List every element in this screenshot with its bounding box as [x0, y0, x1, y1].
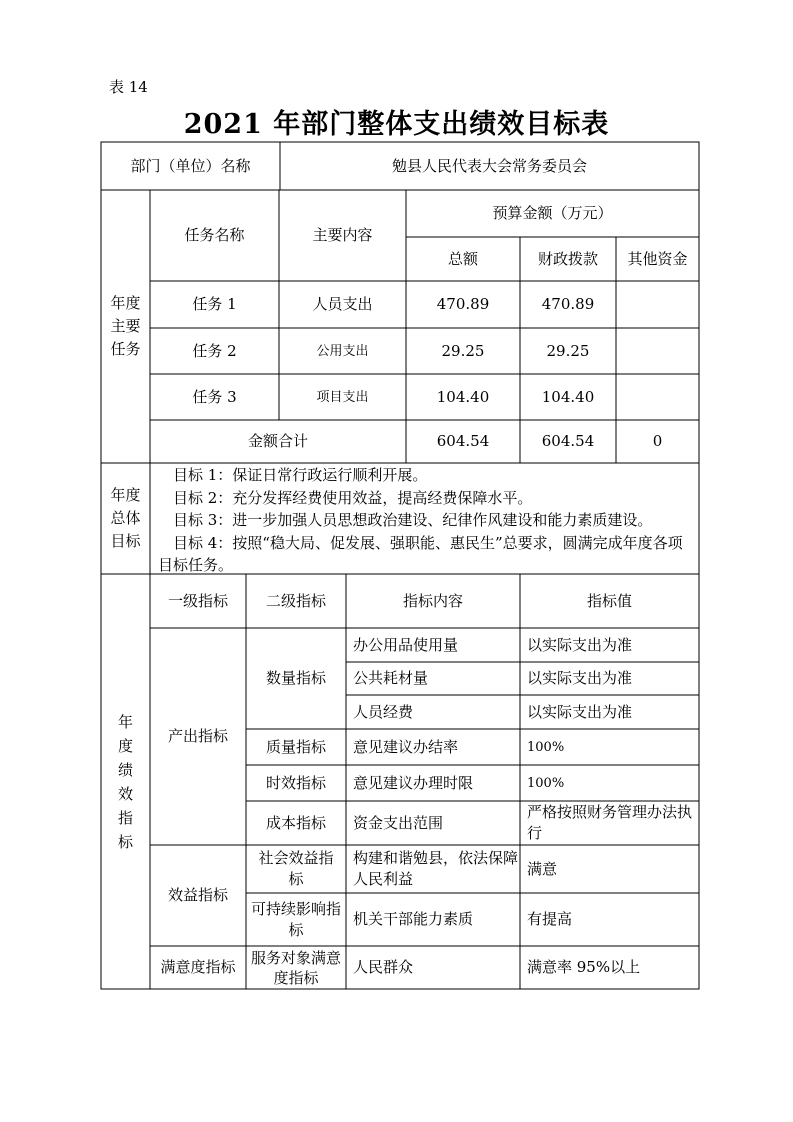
timeliness-indicator-label: 时效指标: [265, 773, 326, 792]
quantity-row-1-content: 办公用品使用量: [353, 635, 459, 654]
total-header: 总额: [447, 249, 478, 268]
task-1-name: 任务 1: [192, 295, 237, 313]
goal-3: 目标 3：进一步加强人员思想政治建设、纪律作风建设和能力素质建设。: [173, 511, 653, 529]
page-title: 2021 年部门整体支出绩效目标表: [183, 109, 610, 140]
other-header: 其他资金: [627, 249, 688, 268]
quality-indicator-label: 质量指标: [265, 737, 326, 756]
task-2-total: 29.25: [441, 341, 485, 360]
sustain-value: 有提高: [527, 910, 573, 928]
quality-value: 100%: [527, 739, 565, 755]
output-indicator-label: 产出指标: [167, 727, 228, 745]
quantity-row-2-value: 以实际支出为准: [527, 669, 633, 687]
task-1-total: 470.89: [436, 295, 490, 313]
satisfaction-indicator-label: 满意度指标: [160, 958, 236, 976]
indicators-side-label: 年 度 绩 效 指 标: [117, 712, 133, 851]
goal-1: 目标 1：保证日常行政运行顺利开展。: [173, 466, 428, 484]
level1-header: 一级指标: [167, 591, 228, 610]
timeliness-value: 100%: [527, 775, 565, 791]
task-2-name: 任务 2: [192, 341, 237, 360]
task-2-content: 公用支出: [316, 343, 369, 359]
value-header: 指标值: [586, 591, 632, 610]
quantity-row-3-value: 以实际支出为准: [527, 702, 633, 721]
level2-header: 二级指标: [265, 591, 326, 610]
task-3-other: [616, 374, 699, 420]
cost-indicator-label: 成本指标: [265, 813, 326, 832]
quantity-indicator-label: 数量指标: [265, 669, 326, 687]
quality-content: 意见建议办结率: [353, 737, 459, 756]
satisfaction-content: 人民群众: [353, 958, 414, 976]
task-1-fiscal: 470.89: [541, 295, 595, 313]
satisfaction-value: 满意率 95%以上: [527, 958, 641, 976]
goal-4: 目标 4：按照“稳大局、促发展、强职能、惠民生”总要求，圆满完成年度各项目标任务。: [158, 533, 683, 574]
sum-total: 604.54: [436, 432, 490, 450]
content-header: 指标内容: [402, 591, 463, 610]
sustain-indicator-label: 可持续影响指标: [250, 899, 341, 939]
cost-value: 严格按照财务管理办法执行: [527, 803, 693, 842]
table-label: 表 14: [109, 78, 148, 96]
task-1-content: 人员支出: [312, 295, 373, 313]
sum-fiscal: 604.54: [541, 432, 595, 450]
task-3-fiscal: 104.40: [541, 387, 595, 406]
department-value: 勉县人民代表大会常务委员会: [391, 156, 587, 175]
department-label: 部门（单位）名称: [130, 156, 251, 175]
task-3-name: 任务 3: [192, 387, 237, 406]
cost-content: 资金支出范围: [353, 813, 444, 832]
social-value: 满意: [527, 859, 558, 878]
fiscal-header: 财政拨款: [537, 249, 598, 268]
social-content: 构建和谐勉县，依法保障人民利益: [353, 849, 519, 888]
main-content-header: 主要内容: [312, 226, 373, 244]
satisfaction-sub-label: 服务对象满意度指标: [250, 948, 341, 987]
sum-label: 金额合计: [247, 432, 308, 450]
goals-side-label: 年度 总体 目标: [110, 486, 141, 550]
benefit-indicator-label: 效益指标: [167, 886, 228, 904]
sum-other: 0: [652, 432, 663, 450]
quantity-row-1-value: 以实际支出为准: [527, 635, 633, 654]
sustain-content: 机关干部能力素质: [353, 910, 474, 928]
timeliness-content: 意见建议办理时限: [353, 773, 474, 792]
goal-2: 目标 2：充分发挥经费使用效益，提高经费保障水平。: [173, 488, 533, 507]
social-indicator-label: 社会效益指标: [258, 849, 334, 888]
quantity-row-3-content: 人员经费: [353, 702, 414, 721]
task-2-fiscal: 29.25: [546, 341, 590, 360]
task-3-total: 104.40: [436, 387, 490, 406]
task-2-other: [616, 328, 699, 374]
task-3-content: 项目支出: [316, 389, 369, 405]
task-1-other: [616, 281, 699, 328]
budget-header: 预算金额（万元）: [492, 204, 613, 222]
goals-list: [158, 464, 696, 577]
task-name-header: 任务名称: [184, 226, 245, 244]
tasks-side-label: 年度 主要 任务: [110, 294, 141, 358]
quantity-row-2-content: 公共耗材量: [353, 669, 429, 687]
